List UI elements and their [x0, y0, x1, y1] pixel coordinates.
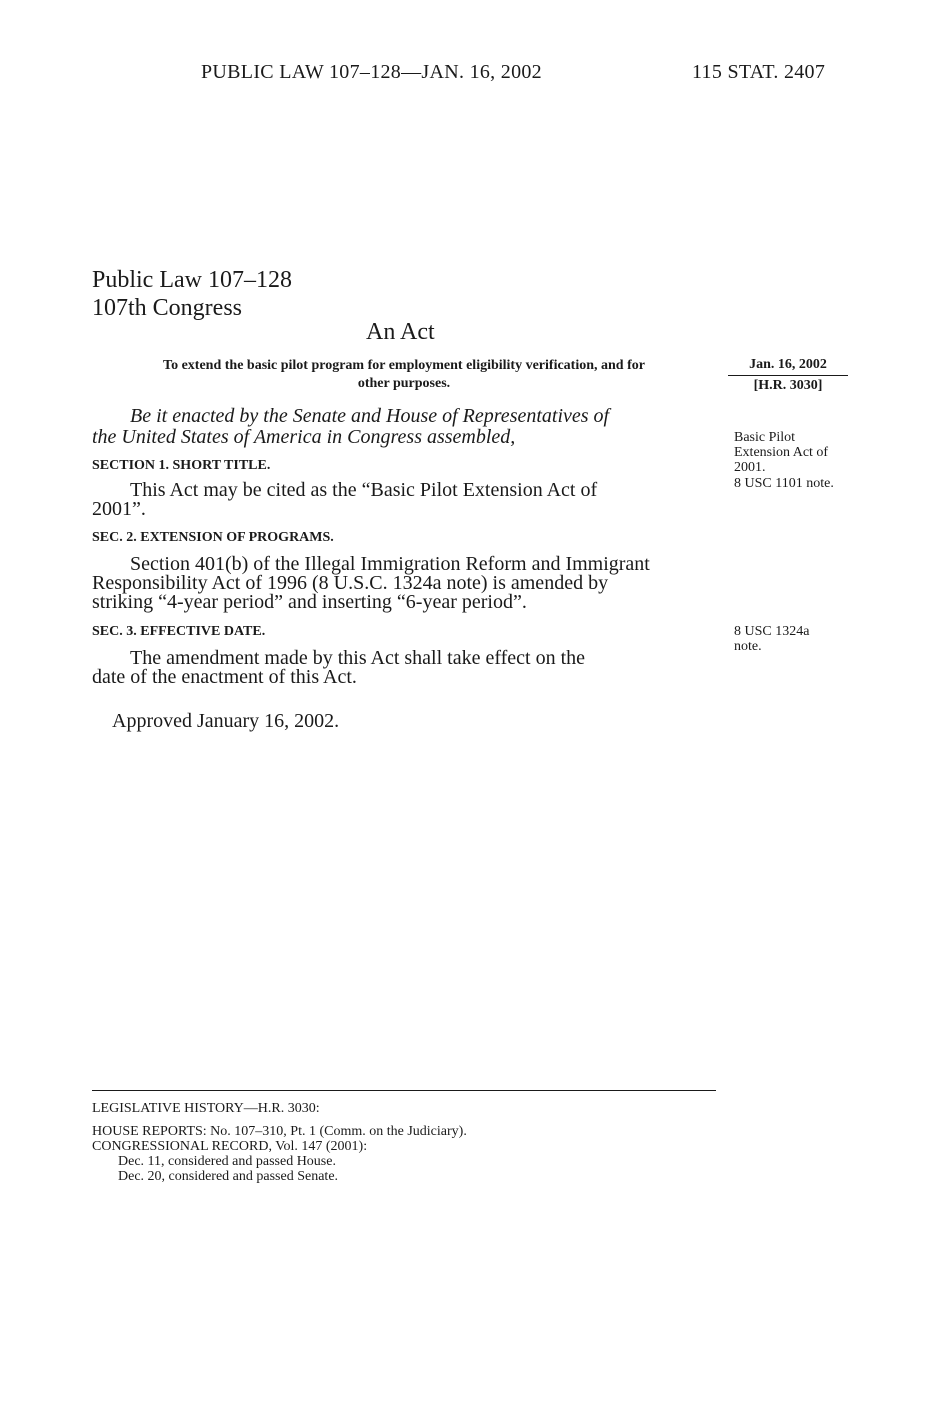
- margin-usc-note-1: 8 USC 1101 note.: [734, 476, 834, 491]
- margin-usc-note-2b: note.: [734, 639, 762, 654]
- legislative-history-line-3: Dec. 11, considered and passed House.: [118, 1154, 336, 1169]
- footnote-rule: [92, 1090, 716, 1091]
- margin-short-title-1: Basic Pilot: [734, 430, 796, 445]
- public-law-number: Public Law 107–128: [92, 267, 292, 293]
- act-label: An Act: [366, 319, 435, 345]
- running-head-left: PUBLIC LAW 107–128—JAN. 16, 2002: [201, 61, 542, 83]
- margin-usc-note-2a: 8 USC 1324a: [734, 624, 810, 639]
- legislative-history-title: LEGISLATIVE HISTORY—H.R. 3030:: [92, 1101, 320, 1116]
- legislative-history-line-2: CONGRESSIONAL RECORD, Vol. 147 (2001):: [92, 1139, 368, 1154]
- section-1-text-1: This Act may be cited as the “Basic Pilot Extension Act of: [130, 479, 598, 501]
- legislative-history-line-4: Dec. 20, considered and passed Senate.: [118, 1169, 339, 1184]
- enacting-clause-line-1: Be it enacted by the Senate and House of Representatives of: [130, 405, 610, 427]
- purpose-line-2: other purposes.: [357, 376, 451, 391]
- margin-short-title-note: [734, 430, 864, 475]
- enacting-clause-line-2: the United States of America in Congress assembled,: [92, 426, 516, 448]
- running-head-right: 115 STAT. 2407: [692, 61, 826, 83]
- margin-usc-note-2: [734, 624, 864, 654]
- section-2-heading: SEC. 2. EXTENSION OF PROGRAMS.: [92, 530, 334, 545]
- section-2-text-1: Section 401(b) of the Illegal Immigration Reform and Immigrant: [130, 553, 650, 575]
- section-1-heading: SECTION 1. SHORT TITLE.: [92, 458, 271, 473]
- section-3-text-1: The amendment made by this Act shall take effect on the: [130, 647, 586, 669]
- approved-date: Approved January 16, 2002.: [112, 710, 340, 732]
- margin-short-title-2: Extension Act of: [734, 445, 829, 460]
- section-3-heading: SEC. 3. EFFECTIVE DATE.: [92, 624, 266, 639]
- margin-date-block: [728, 355, 848, 396]
- margin-bill-number: [H.R. 3030]: [753, 378, 823, 393]
- section-3-text-2: date of the enactment of this Act.: [92, 666, 357, 688]
- margin-date: Jan. 16, 2002: [728, 355, 848, 376]
- legislative-history-line-1: HOUSE REPORTS: No. 107–310, Pt. 1 (Comm. on the Judiciary).: [92, 1124, 467, 1139]
- congress-number: 107th Congress: [92, 295, 242, 321]
- section-1-text-2: 2001”.: [92, 498, 146, 520]
- purpose-line-1: To extend the basic pilot program for employment eligibility verification, and for: [163, 358, 645, 373]
- section-2-text-2: Responsibility Act of 1996 (8 U.S.C. 1324a note) is amended by: [92, 572, 609, 594]
- margin-short-title-3: 2001.: [734, 460, 766, 475]
- section-2-text-3: striking “4-year period” and inserting “6-year period”.: [92, 591, 527, 613]
